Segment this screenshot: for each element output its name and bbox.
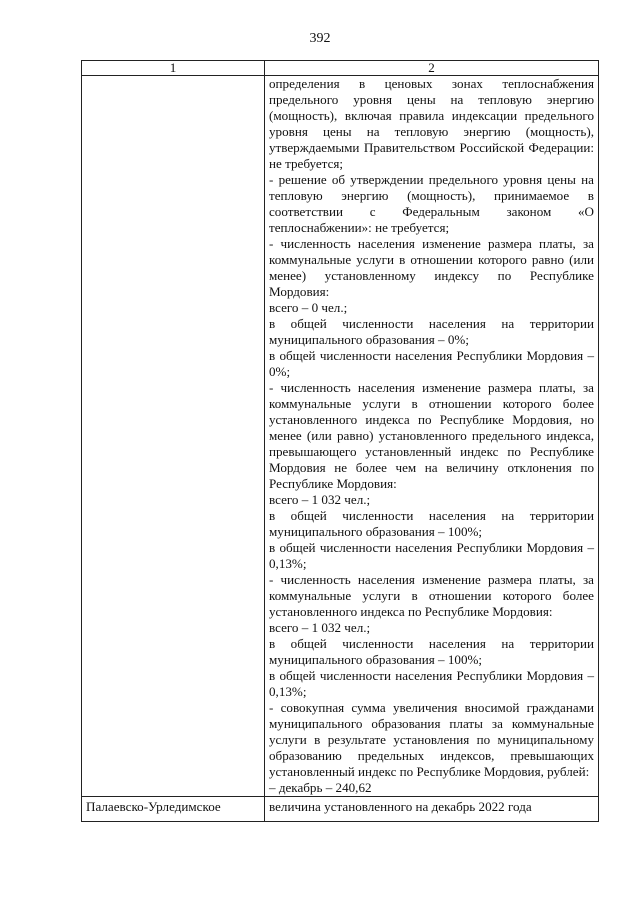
paragraph: в общей численности населения Республики Мордовия – 0,13%; bbox=[269, 540, 594, 571]
paragraph: - численность населения изменение размера платы, за коммунальные услуги в отношении которого более установленного индекса по Республике Мордовия: bbox=[269, 572, 594, 619]
header-cell-1: 1 bbox=[82, 61, 265, 76]
paragraph: в общей численности населения на территории муниципального образования – 100%; bbox=[269, 508, 594, 539]
paragraph: - численность населения изменение размера платы, за коммунальные услуги в отношении которого более установленного индекса по Республике Мордовия, но менее (или равно) установленного предельного индекса, превышающего установленный индекс по Республике Мордовия не более чем на величину отклонения по Республике Мордовия: bbox=[269, 380, 594, 491]
paragraph: - совокупная сумма увеличения вносимой гражданами муниципального образования платы за коммунальные услуги в результате установления по муниципальному образованию предельных индексов, превышающих установленный индекс по Республике Мордовия, рублей: bbox=[269, 700, 594, 779]
table-row bbox=[82, 797, 599, 822]
table-header-row bbox=[82, 61, 599, 76]
paragraph: в общей численности населения на территории муниципального образования – 0%; bbox=[269, 316, 594, 347]
indicator-text-cell bbox=[265, 76, 599, 797]
paragraph: всего – 0 чел.; bbox=[269, 300, 348, 315]
municipality-cell: Палаевско-Урледимское bbox=[82, 797, 265, 822]
header-cell-2: 2 bbox=[265, 61, 599, 76]
paragraph: в общей численности населения Республики Мордовия – 0%; bbox=[269, 348, 594, 379]
paragraph: в общей численности населения на территории муниципального образования – 100%; bbox=[269, 636, 594, 667]
paragraph: определения в ценовых зонах теплоснабжения предельного уровня цены на тепловую энергию (мощность), включая правила индексации предельного уровня цены на тепловую энергию (мощность), утверждаемыми Правительством Российской Федерации: не требуется; bbox=[269, 76, 594, 171]
page-number: 392 bbox=[309, 31, 331, 46]
paragraph: - численность населения изменение размера платы, за коммунальные услуги в отношении которого равно (или менее) установленному индексу по Республике Мордовия: bbox=[269, 236, 594, 299]
paragraph: всего – 1 032 чел.; bbox=[269, 492, 371, 507]
paragraph: в общей численности населения Республики Мордовия – 0,13%; bbox=[269, 668, 594, 699]
municipality-cell bbox=[82, 76, 265, 797]
paragraph: - решение об утверждении предельного уровня цены на тепловую энергию (мощность), принимаемое в соответствии с Федеральным законом «О теплоснабжении»: не требуется; bbox=[269, 172, 594, 235]
document-table bbox=[81, 60, 599, 822]
paragraph: – декабрь – 240,62 bbox=[269, 780, 372, 795]
indicator-text-cell: величина установленного на декабрь 2022 года bbox=[265, 797, 599, 822]
table-row bbox=[82, 76, 599, 797]
paragraph: всего – 1 032 чел.; bbox=[269, 620, 371, 635]
